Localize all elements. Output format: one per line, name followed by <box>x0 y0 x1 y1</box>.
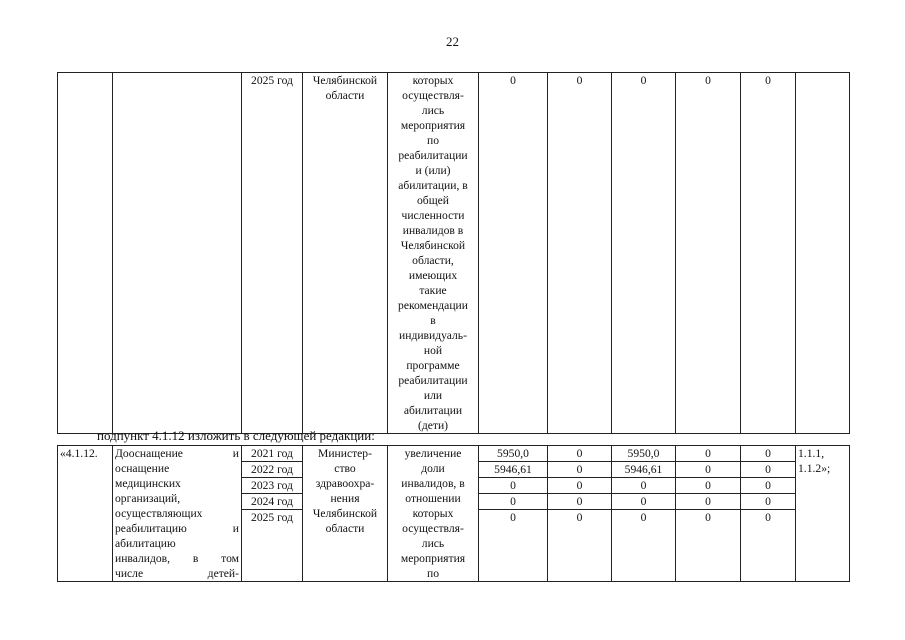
cell-value-regional: 0 <box>612 73 676 434</box>
activity-word: детей- <box>207 567 239 580</box>
regional-value: 0 <box>612 478 676 494</box>
activity-line <box>115 566 239 581</box>
other-value: 0 <box>741 478 796 494</box>
activity-word: организаций, <box>115 492 181 505</box>
executor-line: ство <box>334 462 356 475</box>
year-value: 2024 год <box>242 494 303 510</box>
executor-lines <box>305 446 385 536</box>
executor-line: Челябинской <box>312 74 378 87</box>
subheading: подпункт 4.1.12 изложить в следующей редакции: <box>97 428 375 443</box>
cell-indicator <box>388 446 479 582</box>
regional-value: 0 <box>640 511 647 524</box>
indicator-line: общей <box>417 194 449 207</box>
indicator-line: осуществля- <box>402 89 464 102</box>
table-row <box>58 446 850 582</box>
indicator-line: (дети) <box>417 419 449 432</box>
indicator-lines <box>390 73 476 433</box>
activity-line <box>115 506 239 521</box>
total-value: 5946,61 <box>479 462 548 478</box>
local-value: 0 <box>705 511 711 524</box>
other-value: 0 <box>741 446 796 462</box>
activity-word: медицинских <box>115 477 181 490</box>
link-lines <box>798 446 847 476</box>
indicator-line: и (или) <box>415 164 451 177</box>
cell-indicator <box>388 73 479 434</box>
activity-lines <box>115 446 239 581</box>
local-values <box>676 446 740 525</box>
activity-word: инвалидов, <box>115 552 171 565</box>
indicator-line: или <box>423 389 443 402</box>
activity-line <box>115 476 239 491</box>
executor-line: Челябинской <box>312 507 378 520</box>
indicator-lines <box>390 446 476 581</box>
indicator-line: программе <box>406 359 460 372</box>
indicator-line: области, <box>412 254 454 267</box>
cell-activity <box>113 73 242 434</box>
activity-line <box>115 551 239 566</box>
cell-year: 2025 год <box>242 73 303 434</box>
year-list <box>242 446 302 525</box>
activity-word: оснащение <box>115 462 170 475</box>
local-value: 0 <box>676 446 741 462</box>
regional-value: 5950,0 <box>612 446 676 462</box>
indicator-line: отношении <box>405 492 461 505</box>
other-value: 0 <box>741 494 796 510</box>
activity-word: реабилитацию <box>115 522 187 535</box>
indicator-line: которых <box>412 74 454 87</box>
cell-value-total: 0 <box>479 73 548 434</box>
local-value: 0 <box>676 494 741 510</box>
total-values <box>479 446 547 525</box>
executor-line: Министер- <box>318 447 372 460</box>
cell-number <box>58 73 113 434</box>
activity-line <box>115 521 239 536</box>
indicator-line: имеющих <box>408 269 458 282</box>
indicator-line: по <box>426 134 439 147</box>
year-value: 2025 год <box>251 511 293 524</box>
page-number: 22 <box>446 34 459 49</box>
year-value: 2023 год <box>242 478 303 494</box>
executor-line: области <box>325 89 365 102</box>
indicator-line: доли <box>421 462 445 475</box>
indicator-line: инвалидов, в <box>401 477 465 490</box>
cell-links <box>796 73 850 434</box>
total-value: 0 <box>510 511 516 524</box>
total-value: 0 <box>479 478 548 494</box>
indicator-line: реабилитации <box>398 374 468 387</box>
cell-other <box>741 446 796 582</box>
cell-value-federal: 0 <box>548 73 612 434</box>
indicator-line: реабилитации <box>398 149 468 162</box>
activity-word: числе <box>115 567 144 580</box>
activity-line <box>115 491 239 506</box>
table-row <box>58 73 850 434</box>
amended-table <box>57 445 850 582</box>
indicator-line: инвалидов в <box>402 224 464 237</box>
indicator-line: по <box>426 567 439 580</box>
indicator-line: такие <box>419 284 447 297</box>
local-value: 0 <box>676 478 741 494</box>
cell-executor <box>303 446 388 582</box>
federal-values <box>548 446 611 525</box>
year-value: 2021 год <box>242 446 303 462</box>
cell-activity <box>113 446 242 582</box>
executor-lines <box>305 73 385 103</box>
indicator-line: индивидуаль- <box>399 329 467 342</box>
local-value: 0 <box>676 462 741 478</box>
federal-value: 0 <box>548 462 612 478</box>
activity-word: и <box>232 522 239 535</box>
cell-value-local: 0 <box>676 73 741 434</box>
cell-federal <box>548 446 612 582</box>
indicator-line: лись <box>421 104 445 117</box>
indicator-line: ной <box>423 344 443 357</box>
indicator-line: которых <box>412 507 454 520</box>
regional-value: 0 <box>612 494 676 510</box>
indicator-line: осуществля- <box>402 522 464 535</box>
federal-value: 0 <box>548 494 612 510</box>
regional-values <box>612 446 675 525</box>
activity-line <box>115 446 239 461</box>
indicator-line: абилитации, в <box>398 179 468 192</box>
cell-executor <box>303 73 388 434</box>
activity-word: в <box>192 552 199 565</box>
executor-line: здравоохра- <box>315 477 375 490</box>
regional-value: 5946,61 <box>612 462 676 478</box>
indicator-line: мероприятия <box>400 119 466 132</box>
cell-number: «4.1.12. <box>58 446 113 582</box>
cell-years <box>242 446 303 582</box>
federal-value: 0 <box>576 511 583 524</box>
continued-table <box>57 72 850 434</box>
indicator-line: Челябинской <box>400 239 466 252</box>
activity-word: абилитацию <box>115 537 176 550</box>
other-value: 0 <box>741 462 796 478</box>
indicator-line: увеличение <box>404 447 462 460</box>
executor-line: области <box>325 522 365 535</box>
indicator-line: рекомендации <box>398 299 468 312</box>
indicator-line: абилитации <box>403 404 463 417</box>
activity-word: том <box>221 552 239 565</box>
indicator-line: лись <box>421 537 445 550</box>
year-value: 2022 год <box>242 462 303 478</box>
indicator-line: численности <box>401 209 465 222</box>
total-value: 5950,0 <box>479 446 548 462</box>
activity-word: и <box>232 447 239 460</box>
activity-word: Дооснащение <box>115 447 183 460</box>
activity-line <box>115 461 239 476</box>
cell-local <box>676 446 741 582</box>
link-line: 1.1.2»; <box>798 462 831 475</box>
activity-line <box>115 536 239 551</box>
indicator-line: в <box>430 314 436 327</box>
link-line: 1.1.1, <box>798 447 825 460</box>
indicator-line: мероприятия <box>400 552 466 565</box>
total-value: 0 <box>479 494 548 510</box>
cell-total <box>479 446 548 582</box>
executor-line: нения <box>330 492 360 505</box>
cell-value-other: 0 <box>741 73 796 434</box>
other-value: 0 <box>765 511 771 524</box>
federal-value: 0 <box>548 446 612 462</box>
cell-regional <box>612 446 676 582</box>
cell-links <box>796 446 850 582</box>
federal-value: 0 <box>548 478 612 494</box>
other-values <box>741 446 795 525</box>
activity-word: осуществляющих <box>115 507 203 520</box>
